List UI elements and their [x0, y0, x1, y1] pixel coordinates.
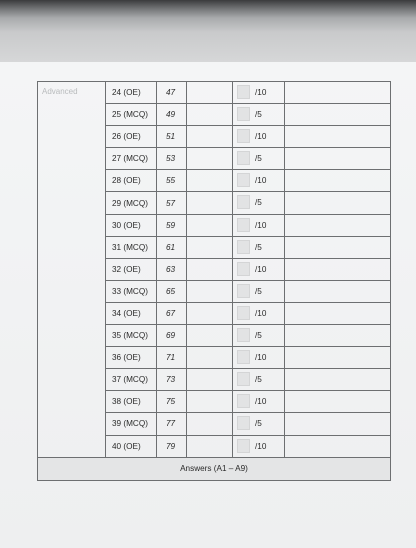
score-cell	[233, 325, 285, 347]
score-max: /5	[255, 198, 262, 208]
score-cell	[233, 126, 285, 148]
score-table	[37, 81, 391, 481]
score-max: /5	[255, 375, 262, 385]
score-entry-box[interactable]	[237, 195, 250, 209]
page-number: 79	[157, 435, 187, 457]
page-number: 69	[157, 325, 187, 347]
page-number: 61	[157, 236, 187, 258]
notes-cell	[285, 325, 391, 347]
question-number: 34 (OE)	[106, 302, 157, 324]
score-max: /5	[255, 154, 262, 164]
notes-cell	[285, 369, 391, 391]
question-number: 38 (OE)	[106, 391, 157, 413]
notes-cell	[285, 170, 391, 192]
blank-cell	[187, 369, 233, 391]
notes-cell	[285, 258, 391, 280]
question-number: 32 (OE)	[106, 258, 157, 280]
notes-cell	[285, 391, 391, 413]
page-number: 47	[157, 82, 187, 104]
notes-cell	[285, 280, 391, 302]
score-cell	[233, 391, 285, 413]
notes-cell	[285, 413, 391, 435]
top-background-band	[0, 0, 416, 62]
question-number: 37 (MCQ)	[106, 369, 157, 391]
blank-cell	[187, 82, 233, 104]
level-cell	[38, 82, 106, 458]
score-max: /10	[255, 264, 267, 274]
notes-cell	[285, 104, 391, 126]
question-number: 27 (MCQ)	[106, 148, 157, 170]
notes-cell	[285, 192, 391, 214]
blank-cell	[187, 325, 233, 347]
notes-cell	[285, 126, 391, 148]
score-max: /10	[255, 308, 267, 318]
score-entry-box[interactable]	[237, 284, 250, 298]
question-number: 29 (MCQ)	[106, 192, 157, 214]
score-max: /10	[255, 353, 267, 363]
question-number: 25 (MCQ)	[106, 104, 157, 126]
notes-cell	[285, 236, 391, 258]
score-cell	[233, 302, 285, 324]
score-cell	[233, 369, 285, 391]
blank-cell	[187, 258, 233, 280]
score-cell	[233, 347, 285, 369]
question-number: 24 (OE)	[106, 82, 157, 104]
score-cell	[233, 214, 285, 236]
score-max: /5	[255, 286, 262, 296]
score-cell	[233, 104, 285, 126]
table-row	[38, 82, 391, 104]
blank-cell	[187, 435, 233, 457]
score-entry-box[interactable]	[237, 372, 250, 386]
blank-cell	[187, 391, 233, 413]
score-entry-box[interactable]	[237, 240, 250, 254]
page-number: 67	[157, 302, 187, 324]
score-entry-box[interactable]	[237, 328, 250, 342]
notes-cell	[285, 302, 391, 324]
blank-cell	[187, 148, 233, 170]
page-number: 59	[157, 214, 187, 236]
score-entry-box[interactable]	[237, 439, 250, 453]
score-cell	[233, 413, 285, 435]
score-cell	[233, 82, 285, 104]
blank-cell	[187, 302, 233, 324]
page-number: 57	[157, 192, 187, 214]
page-number: 73	[157, 369, 187, 391]
page-number: 49	[157, 104, 187, 126]
page-number: 71	[157, 347, 187, 369]
page-number: 53	[157, 148, 187, 170]
score-max: /5	[255, 419, 262, 429]
score-max: /5	[255, 242, 262, 252]
notes-cell	[285, 82, 391, 104]
question-number: 26 (OE)	[106, 126, 157, 148]
level-label: Advanced	[42, 87, 78, 96]
page-number: 75	[157, 391, 187, 413]
page-number: 51	[157, 126, 187, 148]
blank-cell	[187, 236, 233, 258]
score-cell	[233, 170, 285, 192]
blank-cell	[187, 170, 233, 192]
score-cell	[233, 258, 285, 280]
question-number: 28 (OE)	[106, 170, 157, 192]
score-cell	[233, 236, 285, 258]
page-number: 63	[157, 258, 187, 280]
page-number: 55	[157, 170, 187, 192]
notes-cell	[285, 435, 391, 457]
score-cell	[233, 148, 285, 170]
score-entry-box[interactable]	[237, 85, 250, 99]
score-entry-box[interactable]	[237, 218, 250, 232]
score-max: /10	[255, 132, 267, 142]
blank-cell	[187, 214, 233, 236]
score-entry-box[interactable]	[237, 262, 250, 276]
blank-cell	[187, 347, 233, 369]
score-cell	[233, 192, 285, 214]
score-max: /5	[255, 110, 262, 120]
question-number: 39 (MCQ)	[106, 413, 157, 435]
blank-cell	[187, 192, 233, 214]
question-number: 36 (OE)	[106, 347, 157, 369]
score-cell	[233, 280, 285, 302]
blank-cell	[187, 280, 233, 302]
notes-cell	[285, 148, 391, 170]
score-max: /10	[255, 441, 267, 451]
score-max: /10	[255, 397, 267, 407]
question-number: 40 (OE)	[106, 435, 157, 457]
score-entry-box[interactable]	[237, 107, 250, 121]
score-max: /10	[255, 176, 267, 186]
notes-cell	[285, 214, 391, 236]
blank-cell	[187, 126, 233, 148]
answers-row	[38, 457, 391, 480]
score-max: /5	[255, 331, 262, 341]
question-number: 30 (OE)	[106, 214, 157, 236]
score-entry-box[interactable]	[237, 306, 250, 320]
question-number: 31 (MCQ)	[106, 236, 157, 258]
score-entry-box[interactable]	[237, 129, 250, 143]
score-entry-box[interactable]	[237, 416, 250, 430]
page-number: 77	[157, 413, 187, 435]
blank-cell	[187, 413, 233, 435]
question-number: 33 (MCQ)	[106, 280, 157, 302]
score-max: /10	[255, 88, 267, 97]
score-entry-box[interactable]	[237, 173, 250, 187]
notes-cell	[285, 347, 391, 369]
score-max: /10	[255, 220, 267, 230]
score-entry-box[interactable]	[237, 350, 250, 364]
page-number: 65	[157, 280, 187, 302]
score-entry-box[interactable]	[237, 394, 250, 408]
answers-label: Answers (A1 – A9)	[38, 457, 391, 480]
score-table-body	[38, 82, 391, 481]
blank-cell	[187, 104, 233, 126]
score-cell	[233, 435, 285, 457]
score-entry-box[interactable]	[237, 151, 250, 165]
question-number: 35 (MCQ)	[106, 325, 157, 347]
